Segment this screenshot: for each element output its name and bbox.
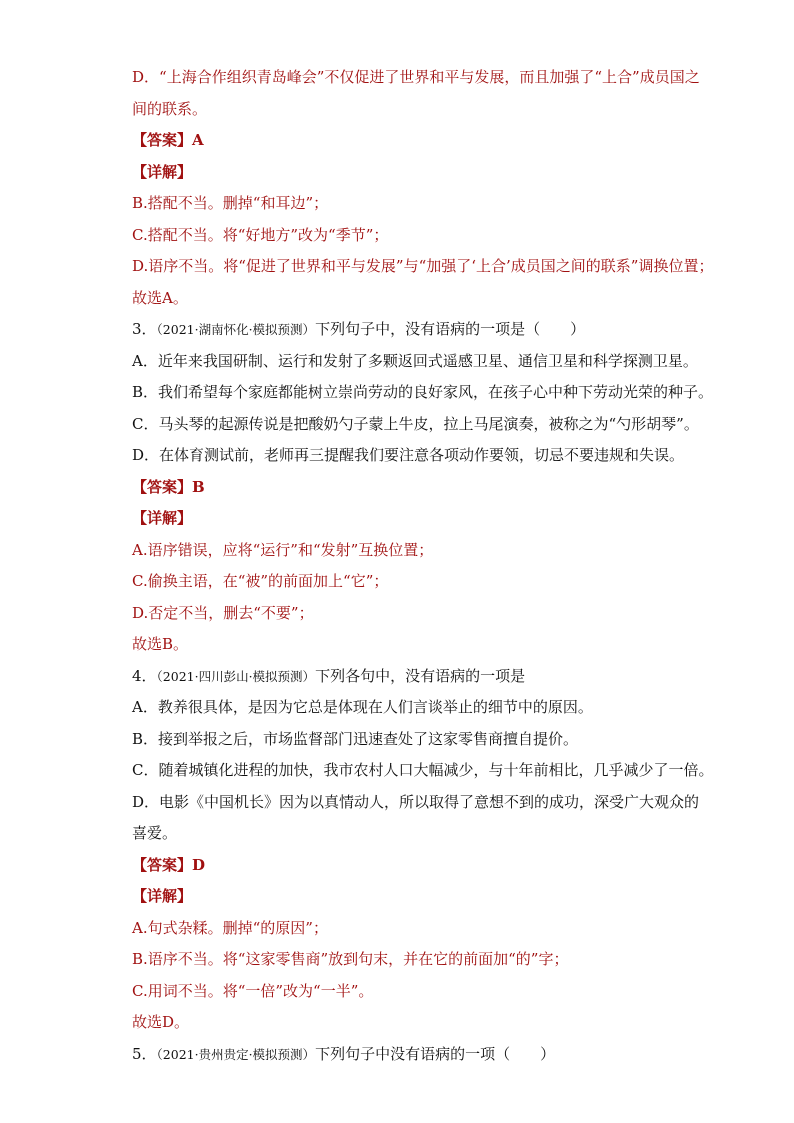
- q4-stem-line: [132, 661, 704, 693]
- q5-stem-line: [132, 1039, 704, 1071]
- q3-option-c: C．马头琴的起源传说是把酸奶勺子蒙上牛皮，拉上马尾演奏，被称之为“勺形胡琴”。: [132, 414, 699, 433]
- q4-option-c: C．随着城镇化进程的加快，我市农村人口大幅减少，与十年前相比，几乎减少了一倍。: [132, 761, 714, 779]
- q4-option-d-line1: D．电影《中国机长》因为以真情动人，所以取得了意想不到的成功，深受广大观众的: [132, 792, 700, 811]
- q3-explanation-c: C.偷换主语，在“被”的前面加上“它”；: [132, 572, 389, 590]
- q2-option-d-line2: 间的联系。: [132, 99, 208, 118]
- q2-explanation-d: D.语序不当。将“促进了世界和平与发展”与“加强了‘上合’成员国之间的联系”调换位置；: [132, 257, 714, 275]
- q3-conclusion: 故选B。: [132, 635, 189, 653]
- q4-option-d-line2: 喜爱。: [132, 824, 178, 842]
- q3-option-a: A．近年来我国研制、运行和发射了多颗返回式遥感卫星、通信卫星和科学探测卫星。: [132, 351, 698, 370]
- q2-detail-heading: 【详解】: [132, 162, 193, 181]
- q3-option-b: B．我们希望每个家庭都能树立崇尚劳动的良好家风，在孩子心中种下劳动光荣的种子。: [132, 383, 714, 401]
- q3-stem: 下列句子中，没有语病的一项是（ ）: [315, 320, 586, 338]
- q5-stem: 下列句子中没有语病的一项（ ）: [315, 1044, 556, 1063]
- q3-explanation-a: A.语序错误，应将“运行”和“发射”互换位置；: [132, 540, 434, 559]
- q2-explanation-b: B.搭配不当。删掉“和耳边”；: [132, 194, 329, 212]
- q2-conclusion: 故选A。: [132, 288, 188, 307]
- q3-source: （2021·湖南怀化·模拟预测）: [156, 322, 316, 337]
- q4-option-a: A．教养很具体，是因为它总是体现在人们言谈举止的细节中的原因。: [132, 698, 593, 716]
- q3-detail-heading: 【详解】: [132, 509, 193, 527]
- q4-option-b: B．接到举报之后，市场监督部门迅速查处了这家零售商擅自提价。: [132, 729, 579, 748]
- q3-option-d: D．在体育测试前，老师再三提醒我们要注意各项动作要领，切忌不要违规和失误。: [132, 446, 685, 464]
- q5-source: （2021·贵州贵定·模拟预测）: [156, 1046, 316, 1062]
- q2-option-d-line1: D．“上海合作组织青岛峰会”不仅促进了世界和平与发展，而且加强了“上合”成员国之: [132, 68, 700, 86]
- q4-conclusion: 故选D。: [132, 1013, 190, 1031]
- q2-answer: 【答案】A: [132, 131, 204, 149]
- q3-stem-line: [132, 314, 704, 346]
- q4-stem: 下列各句中，没有语病的一项是: [315, 666, 526, 685]
- q3-number: 3．: [132, 320, 157, 338]
- q4-explanation-c: C.用词不当。将“一倍”改为“一半”。: [132, 981, 374, 1000]
- q4-source: （2021·四川彭山·模拟预测）: [156, 668, 316, 684]
- q5-number: 5．: [132, 1044, 157, 1063]
- q4-answer: 【答案】D: [132, 855, 206, 874]
- q3-answer: 【答案】B: [132, 477, 205, 496]
- q4-detail-heading: 【详解】: [132, 887, 193, 905]
- q4-explanation-b: B.语序不当。将“这家零售商”放到句末，并在它的前面加“的”字；: [132, 950, 569, 968]
- q3-explanation-d: D.否定不当，删去“不要”；: [132, 603, 314, 622]
- q4-number: 4．: [132, 666, 157, 685]
- q2-explanation-c: C.搭配不当。将“好地方”改为“季节”；: [132, 225, 389, 244]
- q4-explanation-a: A.句式杂糅。删掉“的原因”；: [132, 918, 328, 937]
